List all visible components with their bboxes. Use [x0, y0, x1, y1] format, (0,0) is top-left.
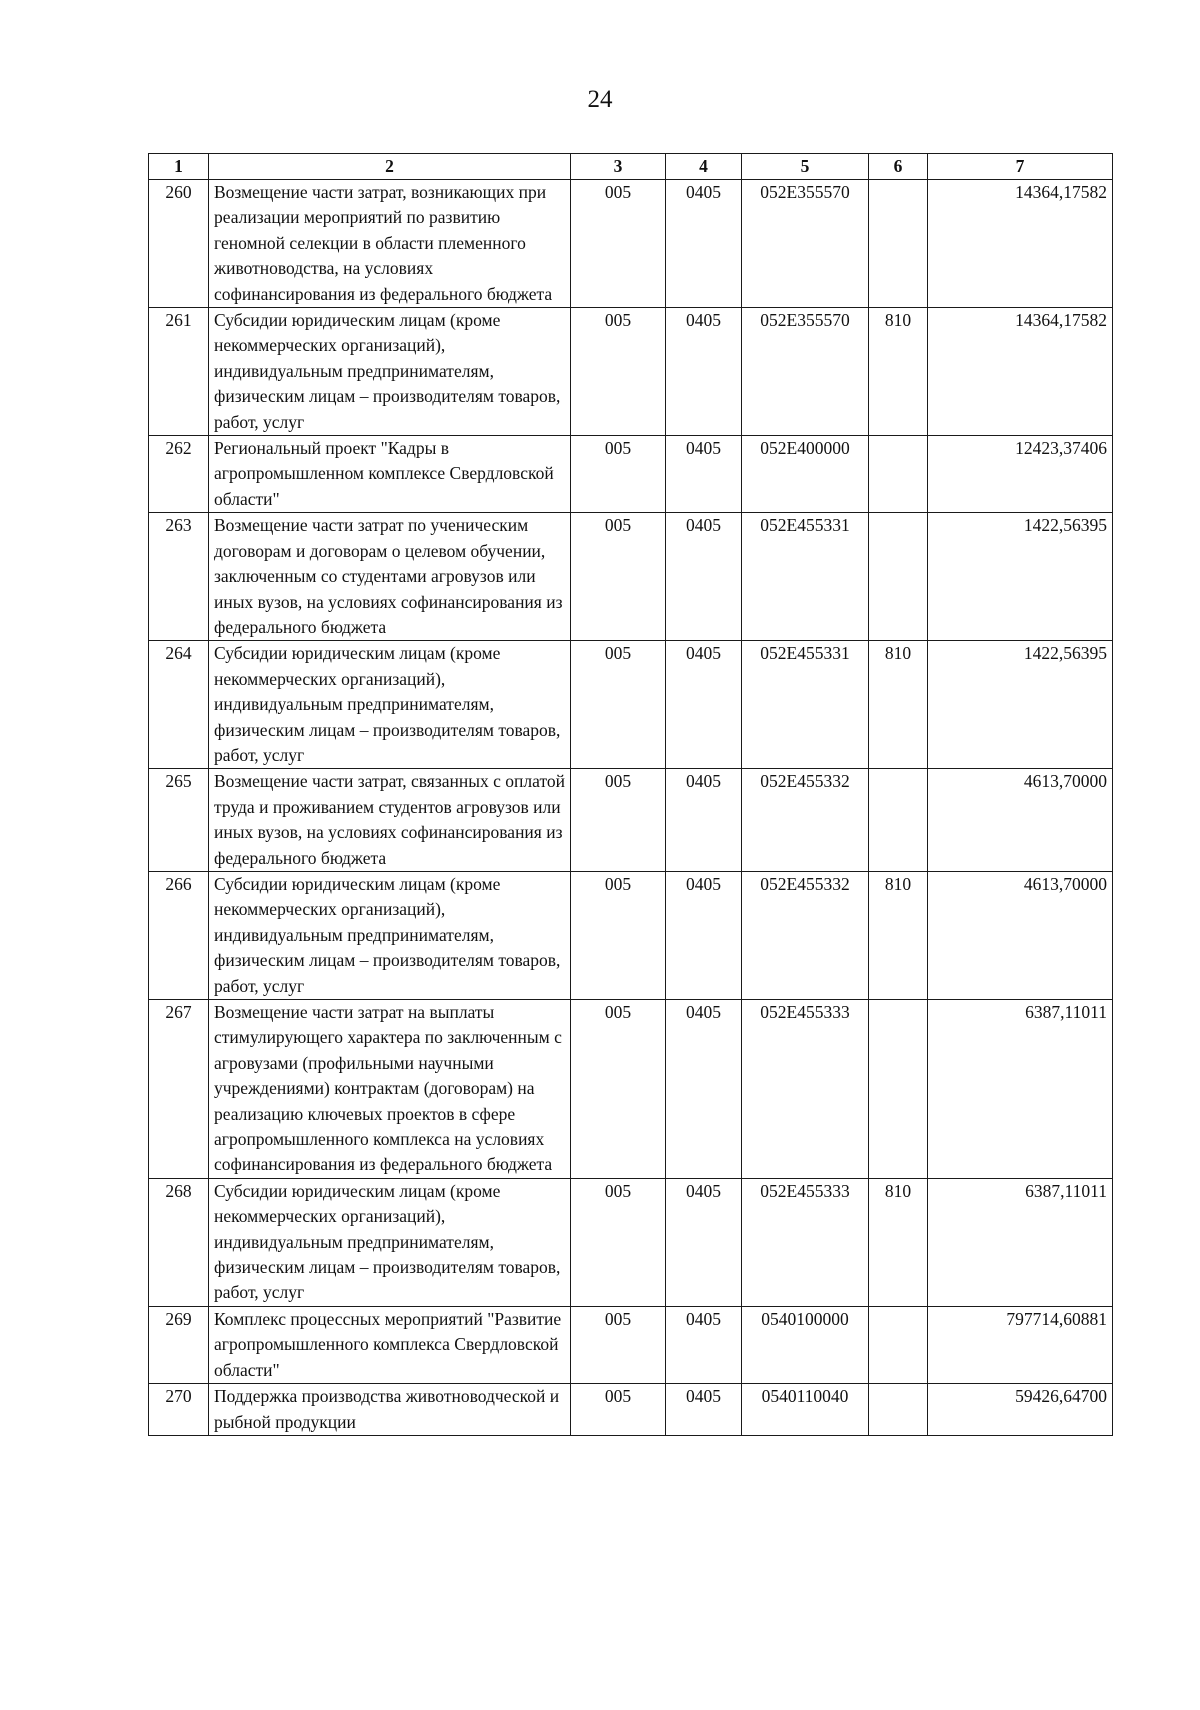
row-col-6: 810 — [869, 308, 928, 436]
row-description: Субсидии юридическим лицам (кроме некоммерческих организаций), индивидуальным предпринимателям, физическим лицам – производителям товаров, работ, услуг — [209, 1178, 571, 1306]
row-number: 268 — [149, 1178, 209, 1306]
row-col-4: 0405 — [666, 769, 742, 872]
table-row — [149, 1384, 1113, 1436]
row-description: Поддержка производства животноводческой и рыбной продукции — [209, 1384, 571, 1436]
row-number: 269 — [149, 1306, 209, 1383]
header-col-5: 5 — [742, 154, 869, 180]
row-amount: 14364,17582 — [928, 180, 1113, 308]
row-col-3: 005 — [571, 1306, 666, 1383]
table-row — [149, 1306, 1113, 1383]
row-col-6: 810 — [869, 641, 928, 769]
row-description: Возмещение части затрат по ученическим договорам и договорам о целевом обучении, заключенным со студентами агровузов или иных вузов, на условиях софинансирования из федерального бюджета — [209, 513, 571, 641]
row-description: Субсидии юридическим лицам (кроме некоммерческих организаций), индивидуальным предпринимателям, физическим лицам – производителям товаров, работ, услуг — [209, 641, 571, 769]
row-col-3: 005 — [571, 308, 666, 436]
row-col-4: 0405 — [666, 641, 742, 769]
table-body — [149, 180, 1113, 1436]
header-col-6: 6 — [869, 154, 928, 180]
row-amount: 797714,60881 — [928, 1306, 1113, 1383]
table-row — [149, 308, 1113, 436]
table-row — [149, 1178, 1113, 1306]
row-col-6: 810 — [869, 871, 928, 999]
table-header — [149, 154, 1113, 180]
row-number: 261 — [149, 308, 209, 436]
row-number: 267 — [149, 1000, 209, 1179]
row-number: 266 — [149, 871, 209, 999]
row-col-6 — [869, 1384, 928, 1436]
row-description: Региональный проект "Кадры в агропромышленном комплексе Свердловской области" — [209, 436, 571, 513]
row-col-5: 052E455332 — [742, 871, 869, 999]
row-col-3: 005 — [571, 769, 666, 872]
row-col-5: 0540110040 — [742, 1384, 869, 1436]
header-col-3: 3 — [571, 154, 666, 180]
page-number: 24 — [587, 86, 613, 113]
row-amount: 1422,56395 — [928, 641, 1113, 769]
row-number: 263 — [149, 513, 209, 641]
row-col-5: 052E455332 — [742, 769, 869, 872]
table-row — [149, 180, 1113, 308]
row-col-3: 005 — [571, 1384, 666, 1436]
row-number: 262 — [149, 436, 209, 513]
row-col-3: 005 — [571, 1000, 666, 1179]
row-amount: 14364,17582 — [928, 308, 1113, 436]
table-row — [149, 513, 1113, 641]
row-amount: 4613,70000 — [928, 871, 1113, 999]
row-col-3: 005 — [571, 871, 666, 999]
row-amount: 6387,11011 — [928, 1178, 1113, 1306]
row-col-6 — [869, 180, 928, 308]
row-col-5: 052E455331 — [742, 513, 869, 641]
row-amount: 6387,11011 — [928, 1000, 1113, 1179]
row-col-5: 052E455333 — [742, 1000, 869, 1179]
row-description: Субсидии юридическим лицам (кроме некоммерческих организаций), индивидуальным предпринимателям, физическим лицам – производителям товаров, работ, услуг — [209, 308, 571, 436]
row-amount: 4613,70000 — [928, 769, 1113, 872]
row-col-3: 005 — [571, 1178, 666, 1306]
row-col-3: 005 — [571, 436, 666, 513]
row-col-5: 052E455333 — [742, 1178, 869, 1306]
row-col-5: 052E355570 — [742, 180, 869, 308]
table-row — [149, 641, 1113, 769]
row-col-4: 0405 — [666, 1000, 742, 1179]
row-col-4: 0405 — [666, 1306, 742, 1383]
header-col-4: 4 — [666, 154, 742, 180]
row-number: 270 — [149, 1384, 209, 1436]
row-description: Возмещение части затрат, связанных с оплатой труда и проживанием студентов агровузов или иных вузов, на условиях софинансирования из федерального бюджета — [209, 769, 571, 872]
row-col-4: 0405 — [666, 513, 742, 641]
row-col-6 — [869, 1000, 928, 1179]
row-number: 265 — [149, 769, 209, 872]
row-description: Субсидии юридическим лицам (кроме некоммерческих организаций), индивидуальным предпринимателям, физическим лицам – производителям товаров, работ, услуг — [209, 871, 571, 999]
row-col-4: 0405 — [666, 308, 742, 436]
row-description: Возмещение части затрат на выплаты стимулирующего характера по заключенным с агровузами (профильными научными учреждениями) контрактам (договорам) на реализацию ключевых проектов в сфере агропромышленного комплекса на условиях софинансирования из федерального бюджета — [209, 1000, 571, 1179]
header-col-1: 1 — [149, 154, 209, 180]
row-col-5: 0540100000 — [742, 1306, 869, 1383]
budget-table — [148, 153, 1113, 1436]
row-col-4: 0405 — [666, 436, 742, 513]
row-col-6 — [869, 769, 928, 872]
row-col-6 — [869, 513, 928, 641]
row-col-5: 052E355570 — [742, 308, 869, 436]
header-col-7: 7 — [928, 154, 1113, 180]
table-row — [149, 1000, 1113, 1179]
row-col-5: 052E455331 — [742, 641, 869, 769]
row-col-6 — [869, 1306, 928, 1383]
row-number: 264 — [149, 641, 209, 769]
header-col-2: 2 — [209, 154, 571, 180]
row-col-4: 0405 — [666, 1384, 742, 1436]
row-col-4: 0405 — [666, 871, 742, 999]
row-description: Возмещение части затрат, возникающих при реализации мероприятий по развитию геномной селекции в области племенного животноводства, на условиях софинансирования из федерального бюджета — [209, 180, 571, 308]
row-col-4: 0405 — [666, 1178, 742, 1306]
row-col-6 — [869, 436, 928, 513]
row-amount: 59426,64700 — [928, 1384, 1113, 1436]
row-col-4: 0405 — [666, 180, 742, 308]
table-row — [149, 436, 1113, 513]
row-col-3: 005 — [571, 641, 666, 769]
row-amount: 12423,37406 — [928, 436, 1113, 513]
row-number: 260 — [149, 180, 209, 308]
row-col-3: 005 — [571, 180, 666, 308]
table-row — [149, 871, 1113, 999]
table-row — [149, 769, 1113, 872]
row-col-6: 810 — [869, 1178, 928, 1306]
row-amount: 1422,56395 — [928, 513, 1113, 641]
row-col-3: 005 — [571, 513, 666, 641]
row-description: Комплекс процессных мероприятий "Развитие агропромышленного комплекса Свердловской области" — [209, 1306, 571, 1383]
row-col-5: 052E400000 — [742, 436, 869, 513]
header-row — [149, 154, 1113, 180]
